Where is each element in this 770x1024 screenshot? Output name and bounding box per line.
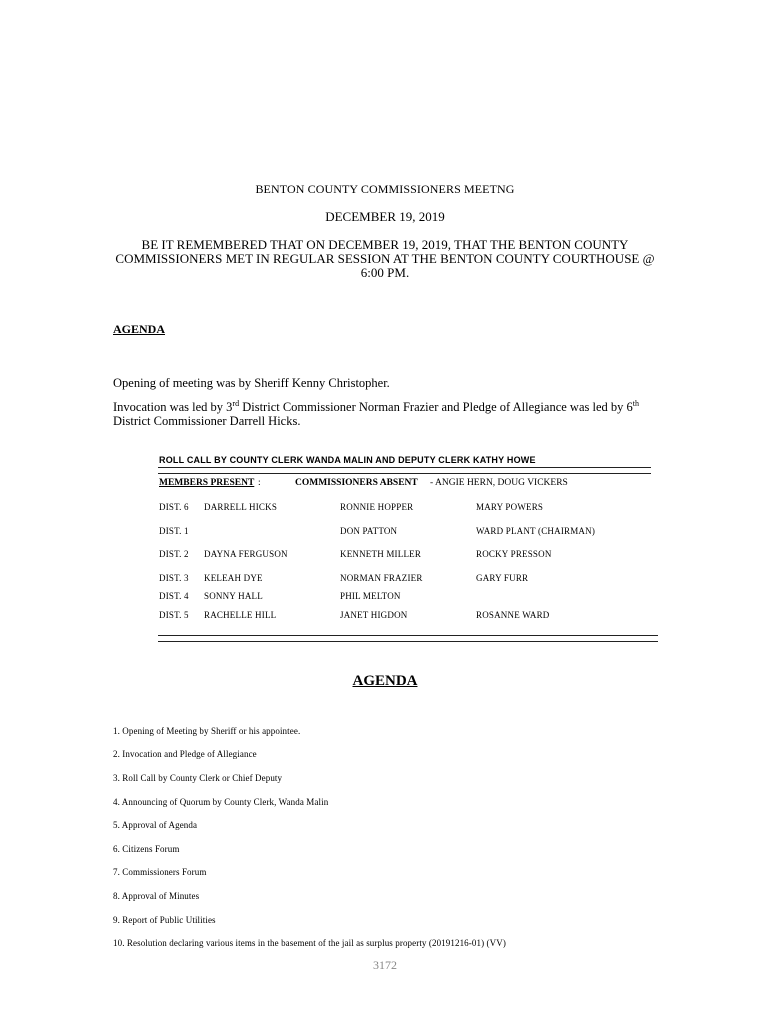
commissioners-absent-names: - ANGIE HERN, DOUG VICKERS xyxy=(430,478,568,488)
agenda-item: 5. Approval of Agenda xyxy=(113,820,198,830)
district-label: DIST. 5 xyxy=(159,610,189,620)
agenda-item: 6. Citizens Forum xyxy=(113,844,180,854)
district-label: DIST. 1 xyxy=(159,526,189,536)
meeting-title: BENTON COUNTY COMMISSIONERS MEETNG xyxy=(255,182,515,196)
district-label: DIST. 3 xyxy=(159,573,189,583)
commissioner-name: ROCKY PRESSON xyxy=(476,549,552,559)
agenda-heading: AGENDA xyxy=(113,322,166,336)
invocation-sup-2: th xyxy=(632,398,639,408)
invocation-sup-1: rd xyxy=(232,398,240,408)
agenda-item: 3. Roll Call by County Clerk or Chief Deputy xyxy=(113,773,283,783)
agenda-item: 4. Announcing of Quorum by County Clerk, Wanda Malin xyxy=(113,797,329,807)
commissioner-name: DON PATTON xyxy=(340,526,398,536)
invocation-text-2: District Commissioner Norman Frazier and Pledge of Allegiance was led by 6 xyxy=(239,400,633,414)
meeting-date: DECEMBER 19, 2019 xyxy=(325,209,445,224)
page-number: 3172 xyxy=(373,958,397,972)
commissioner-name: DARRELL HICKS xyxy=(204,502,278,512)
agenda-item: 8. Approval of Minutes xyxy=(113,891,200,901)
commissioner-name: NORMAN FRAZIER xyxy=(340,573,423,583)
district-label: DIST. 2 xyxy=(159,549,189,559)
commissioner-name: GARY FURR xyxy=(476,573,529,583)
commissioner-name: SONNY HALL xyxy=(204,591,263,601)
commissioner-name: KELEAH DYE xyxy=(204,573,263,583)
members-present-label: MEMBERS PRESENT xyxy=(159,478,255,488)
commissioner-name: DAYNA FERGUSON xyxy=(204,549,288,559)
commissioner-name: WARD PLANT (CHAIRMAN) xyxy=(476,526,596,536)
agenda-item: 10. Resolution declaring various items in the basement of the jail as surplus property (20191216-01) (VV) xyxy=(113,938,506,948)
remembered-statement: BE IT REMEMBERED THAT ON DECEMBER 19, 2019, THAT THE BENTON COUNTY COMMISSIONERS MET IN REGULAR SESSION AT THE BENTON COUNTY COURTHOUSE @ 6:00 PM. xyxy=(115,237,655,280)
agenda-title: AGENDA xyxy=(352,673,418,689)
invocation-text-3: District Commissioner Darrell Hicks. xyxy=(113,414,301,428)
commissioner-name: ROSANNE WARD xyxy=(476,610,550,620)
agenda-item: 7. Commissioners Forum xyxy=(113,867,207,877)
members-present-colon: : xyxy=(258,478,261,488)
commissioner-name: RACHELLE HILL xyxy=(204,610,277,620)
commissioner-name: JANET HIGDON xyxy=(340,610,408,620)
separator-line-top xyxy=(158,467,651,474)
roll-call-heading: ROLL CALL BY COUNTY CLERK WANDA MALIN AND DEPUTY CLERK KATHY HOWE xyxy=(159,455,536,465)
agenda-item: 1. Opening of Meeting by Sheriff or his appointee. xyxy=(113,726,301,736)
commissioner-name: KENNETH MILLER xyxy=(340,549,422,559)
commissioners-absent-label: COMMISSIONERS ABSENT xyxy=(295,478,418,488)
commissioner-name: RONNIE HOPPER xyxy=(340,502,414,512)
invocation-paragraph xyxy=(113,400,673,428)
agenda-item: 9. Report of Public Utilities xyxy=(113,915,216,925)
invocation-text-1: Invocation was led by 3 xyxy=(113,400,233,414)
separator-line-bottom xyxy=(158,635,658,642)
district-label: DIST. 6 xyxy=(159,502,189,512)
commissioner-name: MARY POWERS xyxy=(476,502,544,512)
opening-paragraph: Opening of meeting was by Sheriff Kenny Christopher. xyxy=(113,376,390,390)
commissioner-name: PHIL MELTON xyxy=(340,591,401,601)
district-label: DIST. 4 xyxy=(159,591,189,601)
agenda-item: 2. Invocation and Pledge of Allegiance xyxy=(113,749,257,759)
